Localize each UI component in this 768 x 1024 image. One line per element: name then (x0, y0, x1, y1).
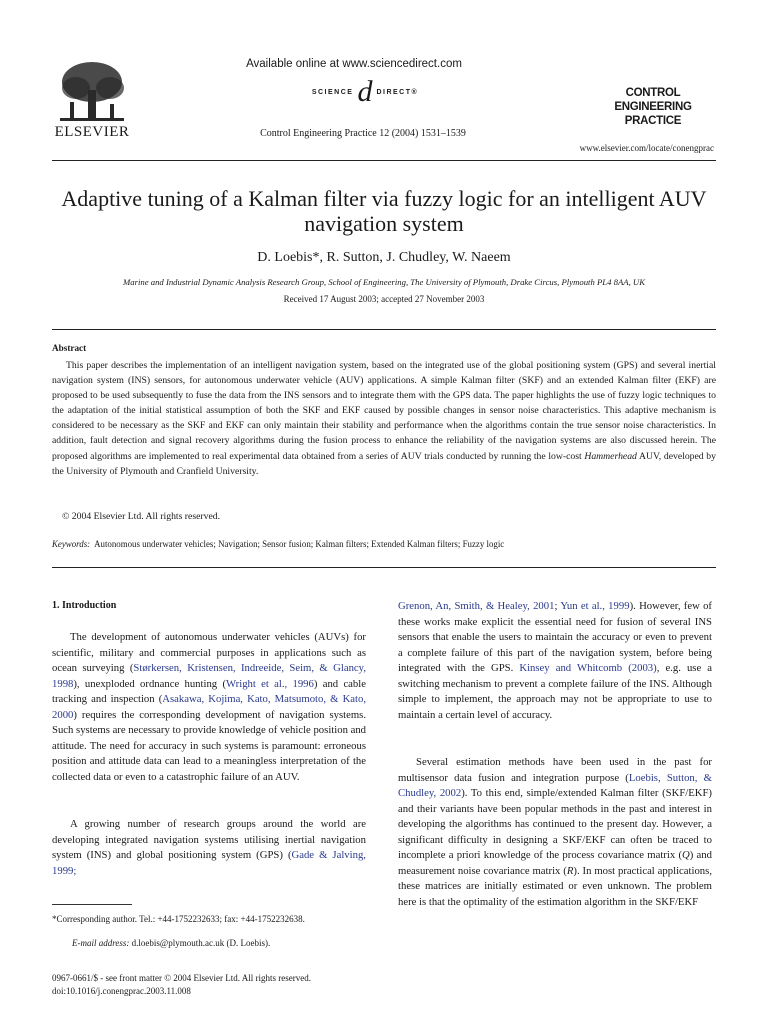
keywords (52, 539, 716, 549)
publisher-name: ELSEVIER (54, 124, 130, 140)
citation-link[interactable]: Wright et al., 1996 (226, 677, 314, 690)
received-dates: Received 17 August 2003; accepted 27 November 2003 (283, 294, 485, 304)
email-label: E-mail address: (72, 938, 130, 948)
sd-at-icon: d (357, 75, 373, 108)
citation-link[interactable]: Loebis, Sutton, & Chudley, 2002 (398, 771, 712, 799)
sd-left-text: SCIENCE (311, 88, 354, 96)
text: , e.g. use a switching mechanism to prevent a complete failure of the INS. Although simple to implement, the approach may not be appropriate to use to maintain a certain level of accuracy. (398, 662, 713, 721)
text: ; (554, 600, 561, 612)
text: ). However, few of these works make explicit the essential need for fusion of several INS sensors that enable the users to maintain the accuracy or even to prevent a complete failure of this part of the navigation system, before being integrated with the GPS. (398, 600, 712, 674)
keywords-text: Autonomous underwater vehicles; Navigation; Sensor fusion; Kalman filters; Extended Kalman filters; Fuzzy logic (94, 539, 505, 549)
footnote-rule (52, 904, 132, 905)
citation-link[interactable]: Asakawa, Kojima, Kato, Matsumoto, & Kato, 2000 (52, 693, 367, 721)
text: ). To this end, simple/extended Kalman filter (SKF/EKF) and their variants have been popular methods in the past and interest in developing the algorithms has continued to the present day. However, a significant difficulty in designing a SKF/EKF can often be traced to incomplete a priori knowledge of the process covariance matrix ( (398, 787, 712, 861)
intro-paragraph-2-continued (398, 599, 712, 723)
available-online-text[interactable]: Available online at www.sciencedirect.com (246, 58, 462, 70)
text: ) requires the corresponding development of navigation systems. Such systems are necessary to provide knowledge of vehicle position and attitude. The need for accuracy in such systems is paramount: erroneous position and attitude data can lead to a meaningless interpretation of the collected data or even to a catastrophic failure of an AUV. (52, 708, 367, 783)
abstract-top-divider (52, 329, 716, 330)
sd-right-text: DIRECT® (376, 88, 419, 96)
text: A growing number of research groups around the world are developing integrated navigation systems utilising inertial navigation system (INS) and global positioning system (GPS) ( (52, 818, 366, 861)
text: The development of autonomous underwater vehicles (AUVs) for scientific, military and commercial purposes in applications such as ocean surveying ( (52, 631, 366, 674)
doi-line[interactable]: doi:10.1016/j.conengprac.2003.11.008 (52, 986, 191, 996)
abstract-copyright: © 2004 Elsevier Ltd. All rights reserved. (62, 511, 221, 522)
abstract-bottom-divider (52, 567, 716, 568)
abstract-italic: Hammerhead (584, 450, 637, 462)
abstract-text-part: This paper describes the implementation of an intelligent navigation system, based on the integrated use of the global positioning system (GPS) and several inertial navigation system (INS) sensors, for autonomous underwater vehicle (AUV) applications. A simple Kalman filter (SKF) and an extended Kalman filter (EKF) are proposed to be used subsequently to fuse the data from the INS sensors and to integrate them with the GPS data. The paper highlights the use of fuzzy logic techniques to the adaptation of the initial statistical assumption of both the SKF and EKF caused by possible changes in sensor noise characteristics. This adaptive mechanism is considered to be necessary as the SKF and EKF can only maintain their stability and performance when the algorithms contain the true sensor noise characteristics. In addition, fault detection and signal recovery algorithms during the fusion process to enhance the reliability of the navigation systems are also discussed herein. The proposed algorithms are implemented to real experimental data obtained from a series of AUV trials conducted by running the low-cost (52, 360, 716, 462)
journal-title: CONTROL ENGINEERING PRACTICE (614, 87, 692, 127)
abstract-text-end: AUV, developed by the University of Plymouth and Cranfield University. (52, 450, 716, 477)
symbol-q: Q (682, 849, 690, 861)
citation-link[interactable]: Yun et al., 1999 (560, 600, 630, 612)
abstract-text (52, 358, 716, 479)
abstract-heading: Abstract (52, 343, 87, 353)
journal-reference: Control Engineering Practice 12 (2004) 1531–1539 (260, 128, 466, 139)
citation-link[interactable]: Gade & Jalving, 1999; (52, 849, 366, 877)
issn-doi-block (52, 972, 311, 998)
article-authors: D. Loebis*, R. Sutton, J. Chudley, W. Naeem (257, 250, 511, 265)
article-title: Adaptive tuning of a Kalman filter via fuzzy logic for an intelligent AUV navigation system (61, 186, 707, 236)
section-heading: 1. Introduction (52, 600, 117, 611)
text: ) and cable tracking and inspection ( (52, 677, 366, 705)
text: ) and measurement noise covariance matrix ( (398, 849, 712, 877)
intro-paragraph-2 (52, 817, 366, 879)
intro-paragraph-1 (52, 630, 366, 785)
footnote-email (72, 938, 270, 948)
issn-line: 0967-0661/$ - see front matter © 2004 Elsevier Ltd. All rights reserved. (52, 973, 312, 983)
text: ). In most practical applications, these matrices are initially estimated or even unknown. The problem here is that the optimality of the estimation algorithm in the SKF/EKF (398, 864, 712, 908)
article-affiliation: Marine and Industrial Dynamic Analysis Research Group, School of Engineering, The University of Plymouth, Drake Circus, Plymouth PL4 8AA, UK (123, 277, 645, 287)
header-divider (52, 160, 716, 161)
footnote-corresponding: *Corresponding author. Tel.: +44-1752232633; fax: +44-1752232638. (52, 914, 305, 924)
symbol-r: R (566, 864, 574, 877)
citation-link[interactable]: Grenon, An, Smith, & Healey, 2001 (398, 600, 555, 612)
intro-paragraph-3 (398, 755, 712, 910)
sciencedirect-logo (280, 75, 450, 108)
text: Several estimation methods have been used in the past for multisensor data fusion and integration purpose ( (398, 756, 712, 784)
email-address[interactable]: d.loebis@plymouth.ac.uk (D. Loebis). (131, 938, 271, 948)
text: ), unexploded ordnance hunting ( (73, 677, 227, 690)
journal-url[interactable]: www.elsevier.com/locate/conengprac (579, 143, 714, 153)
citation-link[interactable]: Størkersen, Kristensen, Indreeide, Seim, & Glancy, 1998 (52, 662, 366, 690)
citation-link[interactable]: Kinsey and Whitcomb (2003) (519, 662, 657, 674)
keywords-label: Keywords: (52, 539, 91, 549)
